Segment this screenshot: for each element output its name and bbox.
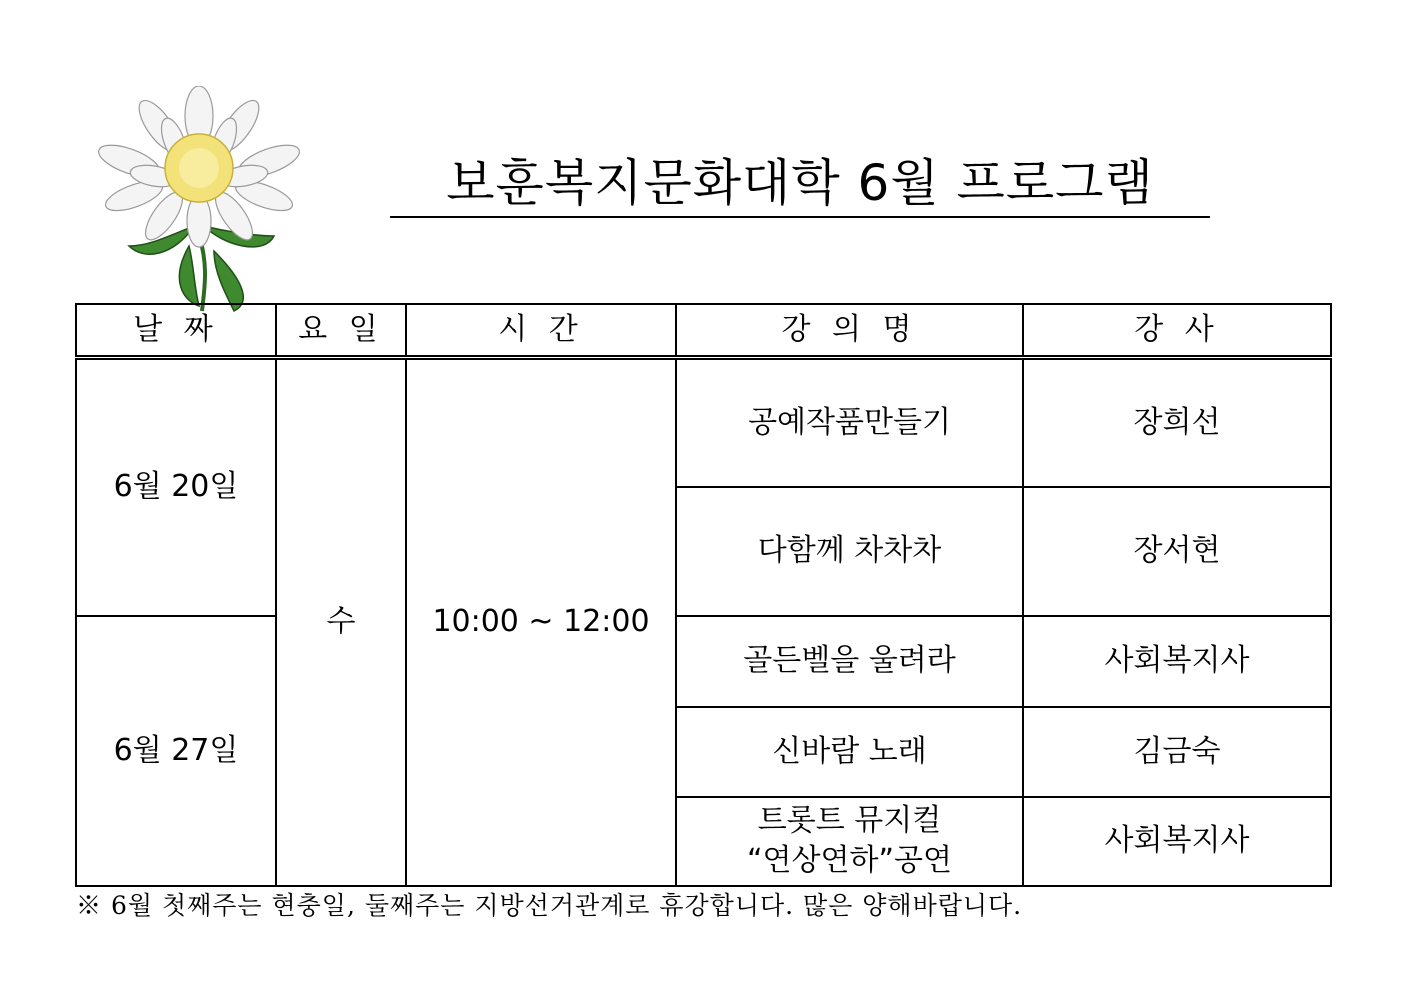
instructor-cell: 김금숙 — [1023, 707, 1331, 797]
header-instructor: 강 사 — [1023, 304, 1331, 358]
date-cell: 6월 27일 — [76, 616, 276, 886]
lecture-line: 트롯트 뮤지컬 — [757, 803, 942, 838]
page-title: 보훈복지문화대학 6월 프로그램 — [390, 150, 1210, 218]
instructor-cell: 장서현 — [1023, 487, 1331, 616]
header-weekday: 요 일 — [276, 304, 406, 358]
header-time: 시 간 — [406, 304, 676, 358]
lecture-cell — [676, 797, 1023, 886]
lecture-cell: 신바람 노래 — [676, 707, 1023, 797]
chrysanthemum-icon — [74, 86, 324, 314]
lecture-cell: 공예작품만들기 — [676, 358, 1023, 487]
date-cell: 6월 20일 — [76, 358, 276, 616]
header-lecture: 강 의 명 — [676, 304, 1023, 358]
footnote: ※ 6월 첫째주는 현충일, 둘째주는 지방선거관계로 휴강합니다. 많은 양해바랍니다. — [76, 891, 1023, 920]
lecture-cell: 골든벨을 울려라 — [676, 616, 1023, 707]
table-header-row — [76, 304, 1331, 358]
weekday-cell: 수 — [276, 358, 406, 886]
time-cell: 10:00 ~ 12:00 — [406, 358, 676, 886]
instructor-cell: 장희선 — [1023, 358, 1331, 487]
table-row — [76, 358, 1331, 487]
schedule-table — [75, 303, 1332, 887]
header-date: 날 짜 — [76, 304, 276, 358]
lecture-cell: 다함께 차차차 — [676, 487, 1023, 616]
table-row — [76, 616, 1331, 707]
lecture-line: “연상연하”공연 — [747, 843, 952, 878]
instructor-cell: 사회복지사 — [1023, 797, 1331, 886]
instructor-cell: 사회복지사 — [1023, 616, 1331, 707]
